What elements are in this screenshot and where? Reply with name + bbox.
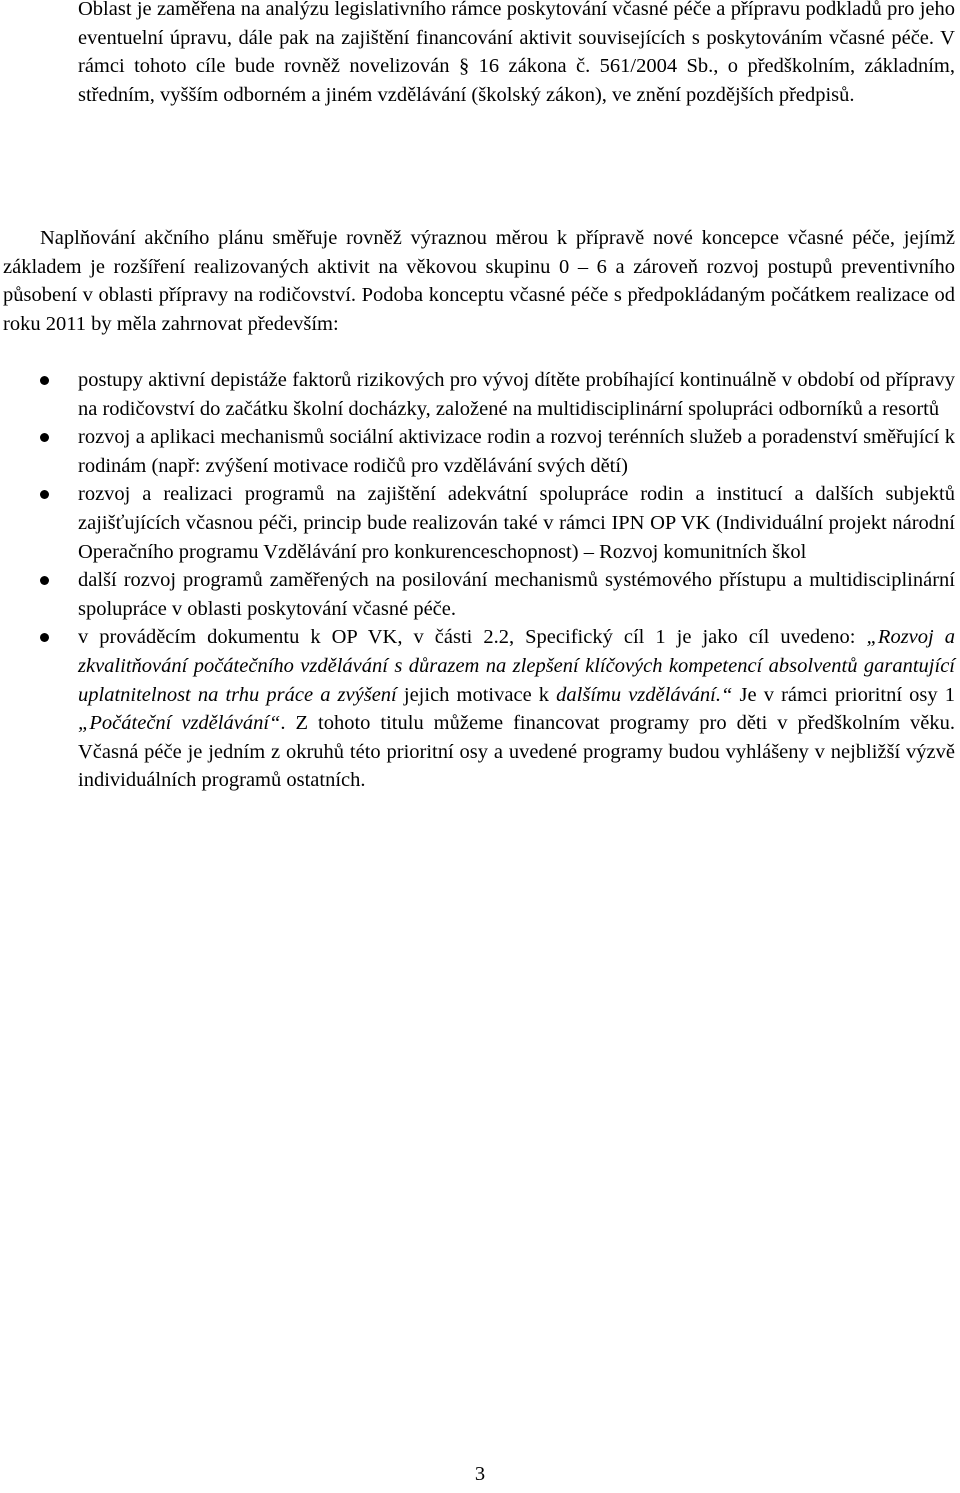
list-item — [78, 423, 955, 480]
paragraph-legislation — [78, 0, 955, 109]
list-item-text-part: . Z tohoto titulu můžeme financovat programy pro děti v předškolním věku. Včasná péče je jedním z okruhů této prioritní osy a uvedené programy budou vyhlášeny v nejbližší výzvě individuálních programů ostatních. — [78, 712, 955, 792]
page-number: 3 — [474, 1463, 486, 1485]
list-item-italic-quote: „Počáteční vzdělávání“ — [78, 712, 281, 735]
list-item-text-part: v prováděcím dokumentu k OP VK, v části 2.2, Specifický cíl 1 je jako cíl uvedeno: — [78, 626, 867, 649]
concept-bullet-list — [78, 366, 955, 795]
list-item-italic-quote: dalšímu vzdělávání.“ — [556, 683, 733, 706]
list-item — [78, 623, 955, 795]
list-item-text: další rozvoj programů zaměřených na posilování mechanismů systémového přístupu a multidisciplinární spolupráce v oblasti poskytování včasné péče. — [78, 569, 955, 620]
bullet-icon — [40, 376, 49, 385]
list-item — [78, 366, 955, 423]
list-item — [78, 480, 955, 566]
bullet-icon — [40, 633, 49, 642]
list-item-text-part: jejich motivace k — [396, 683, 557, 706]
paragraph-legislation-text: Oblast je zaměřena na analýzu legislativního rámce poskytování včasné péče a přípravu podkladů pro jeho eventuelní úpravu, dále pak na zajištění financování aktivit souvisejících s poskytováním včasné péče. V rámci tohoto cíle bude rovněž novelizován § 16 zákona č. 561/2004 Sb., o předškolním, základním, středním, vyšším odborném a jiném vzdělávání (školský zákon), ve znění pozdějších předpisů. — [78, 0, 955, 106]
list-item-text-part: Je v rámci prioritní osy 1 — [732, 683, 955, 706]
paragraph-action-plan — [3, 224, 955, 338]
list-item-text: rozvoj a aplikaci mechanismů sociální aktivizace rodin a rozvoj terénních služeb a poradenství směřující k rodinám (např: zvýšení motivace rodičů pro vzdělávání svých dětí) — [78, 426, 955, 477]
bullet-icon — [40, 433, 49, 442]
bullet-icon — [40, 576, 49, 585]
bullet-icon — [40, 490, 49, 499]
list-item-text: rozvoj a realizaci programů na zajištění adekvátní spolupráce rodin a institucí a dalších subjektů zajišťujících včasnou péči, princip bude realizován také v rámci IPN OP VK (Individuální projekt národní Operačního programu Vzdělávání pro konkurenceschopnost) – Rozvoj komunitních škol — [78, 483, 955, 563]
list-item — [78, 566, 955, 623]
list-item-italic-quote: „Rozvoj a zkvalitňování počátečního vzdělávání s důrazem na zlepšení klíčových kompetencí absolventů garantující uplatnitelnost na trhu práce a zvýšení — [78, 626, 955, 706]
paragraph-action-plan-text: Naplňování akčního plánu směřuje rovněž výraznou měrou k přípravě nové koncepce včasné péče, jejímž základem je rozšíření realizovaných aktivit na věkovou skupinu 0 – 6 a zároveň rozvoj postupů preventivního působení v oblasti přípravy na rodičovství. Podoba konceptu včasné péče s předpokládaným počátkem realizace od roku 2011 by měla zahrnovat především: — [3, 227, 955, 335]
list-item-text: postupy aktivní depistáže faktorů rizikových pro vývoj dítěte probíhající kontinuálně v období od přípravy na rodičovství do začátku školní docházky, založené na multidisciplinární spolupráci odborníků a resortů — [78, 369, 955, 420]
